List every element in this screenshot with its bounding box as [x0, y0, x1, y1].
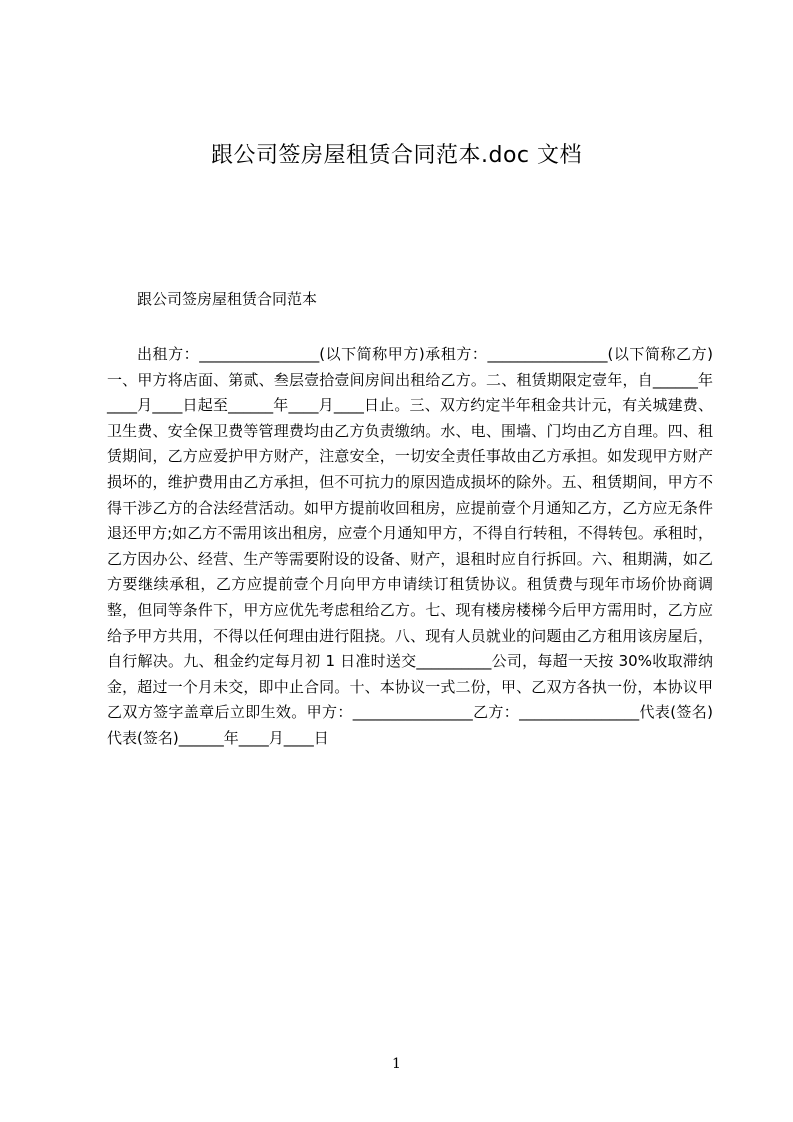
contract-heading: 跟公司签房屋租赁合同范本 [137, 290, 318, 308]
page-number: 1 [392, 1056, 401, 1072]
contract-body-paragraph: 出租方：________________(以下简称甲方)承租方：________________(以下简称乙方)一、甲方将店面、第贰、叁层壹拾壹间房间出租给乙方。二、租赁期限定壹年，自______年____月____日起至______年____月____日止。三、双方约定半年租金共计元，有关城建费、卫生费、安全保卫费等管理费均由乙方负责缴纳。水、电、围墙、门均由乙方自理。四、租赁期间，乙方应爱护甲方财产，注意安全，一切安全责任事故由乙方承担。如发现甲方财产损坏的，维护费用由乙方承担，但不可抗力的原因造成损坏的除外。五、租赁期间，甲方不得干涉乙方的合法经营活动。如甲方提前收回租房，应提前壹个月通知乙方，乙方应无条件退还甲方;如乙方不需用该出租房，应壹个月通知甲方，不得自行转租，不得转包。承租时，乙方因办公、经营、生产等需要附设的设备、财产，退租时应自行拆回。六、租期满，如乙方要继续承租，乙方应提前壹个月向甲方申请续订租赁协议。租赁费与现年市场价协商调整，但同等条件下，甲方应优先考虑租给乙方。七、现有楼房楼梯今后甲方需用时，乙方应给予甲方共用，不得以任何理由进行阻挠。八、现有人员就业的问题由乙方租用该房屋后，自行解决。九、租金约定每月初 1 日准时送交__________公司，每超一天按 30%收取滞纳金，超过一个月未交，即中止合同。十、本协议一式二份，甲、乙双方各执一份，本协议甲乙双方签字盖章后立即生效。甲方：________________乙方：________________代表(签名)代表(签名)______年____月____日 [107, 345, 713, 747]
document-title: 跟公司签房屋租赁合同范本.doc 文档 [210, 143, 582, 168]
